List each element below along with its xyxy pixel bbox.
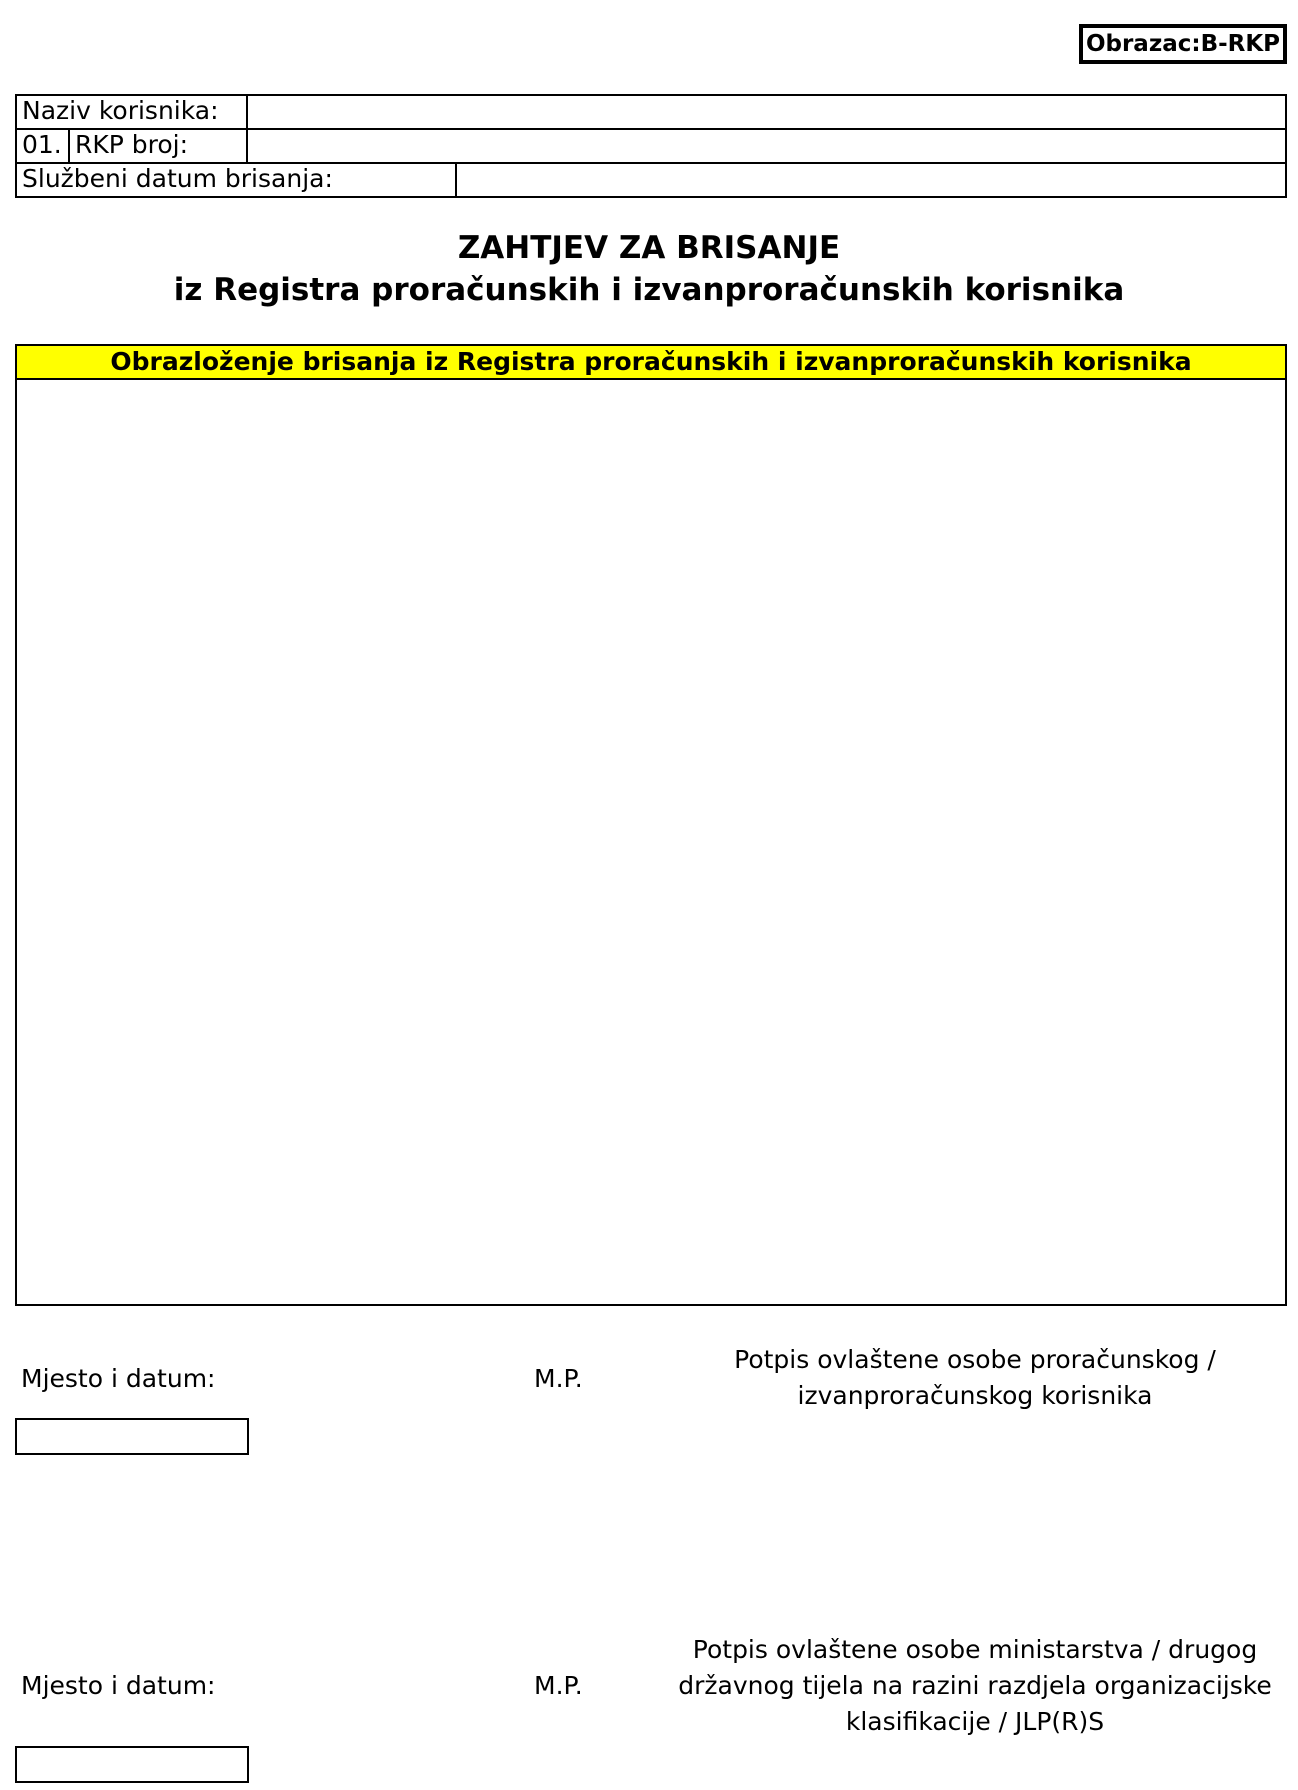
place-date-field-2[interactable] — [15, 1746, 249, 1783]
datum-label: Službeni datum brisanja: — [22, 164, 333, 193]
rkp-field[interactable] — [248, 130, 1285, 162]
justification-text-area[interactable] — [17, 380, 1285, 1304]
stamp-label-1: M.P. — [534, 1364, 583, 1393]
place-date-value-2 — [17, 1748, 22, 1777]
justification-section — [15, 344, 1287, 1306]
rkp-prefix: 01. — [22, 130, 62, 159]
rkp-label: RKP broj: — [75, 130, 189, 159]
form-subtitle: iz Registra proračunskih i izvanproračunskih korisnika — [173, 272, 1125, 308]
signature-caption-1-line2: izvanproračunskog korisnika — [797, 1381, 1153, 1410]
signature-caption-2 — [650, 1632, 1298, 1740]
naziv-field[interactable] — [248, 96, 1285, 128]
signature-caption-1 — [650, 1342, 1298, 1414]
place-date-value-1 — [17, 1420, 22, 1449]
signature-caption-1-line1: Potpis ovlaštene osobe proračunskog / — [734, 1345, 1216, 1374]
place-date-label-2: Mjesto i datum: — [21, 1671, 216, 1700]
place-date-label-1: Mjesto i datum: — [21, 1364, 216, 1393]
justification-heading: Obrazloženje brisanja iz Registra proračunskih i izvanproračunskih korisnika — [17, 346, 1285, 380]
datum-field[interactable] — [457, 164, 1285, 196]
form-code-label: Obrazac:B-RKP — [1079, 24, 1287, 64]
stamp-label-2: M.P. — [534, 1671, 583, 1700]
signature-caption-2-line2: državnog tijela na razini razdjela organizacijske — [678, 1671, 1272, 1700]
signature-caption-2-line3: klasifikacije / JLP(R)S — [845, 1707, 1105, 1736]
place-date-field-1[interactable] — [15, 1418, 249, 1455]
naziv-label: Naziv korisnika: — [22, 96, 219, 125]
form-title: ZAHTJEV ZA BRISANJE — [457, 230, 841, 266]
signature-caption-2-line1: Potpis ovlaštene osobe ministarstva / drugog — [692, 1635, 1258, 1664]
header-table — [15, 94, 1287, 198]
